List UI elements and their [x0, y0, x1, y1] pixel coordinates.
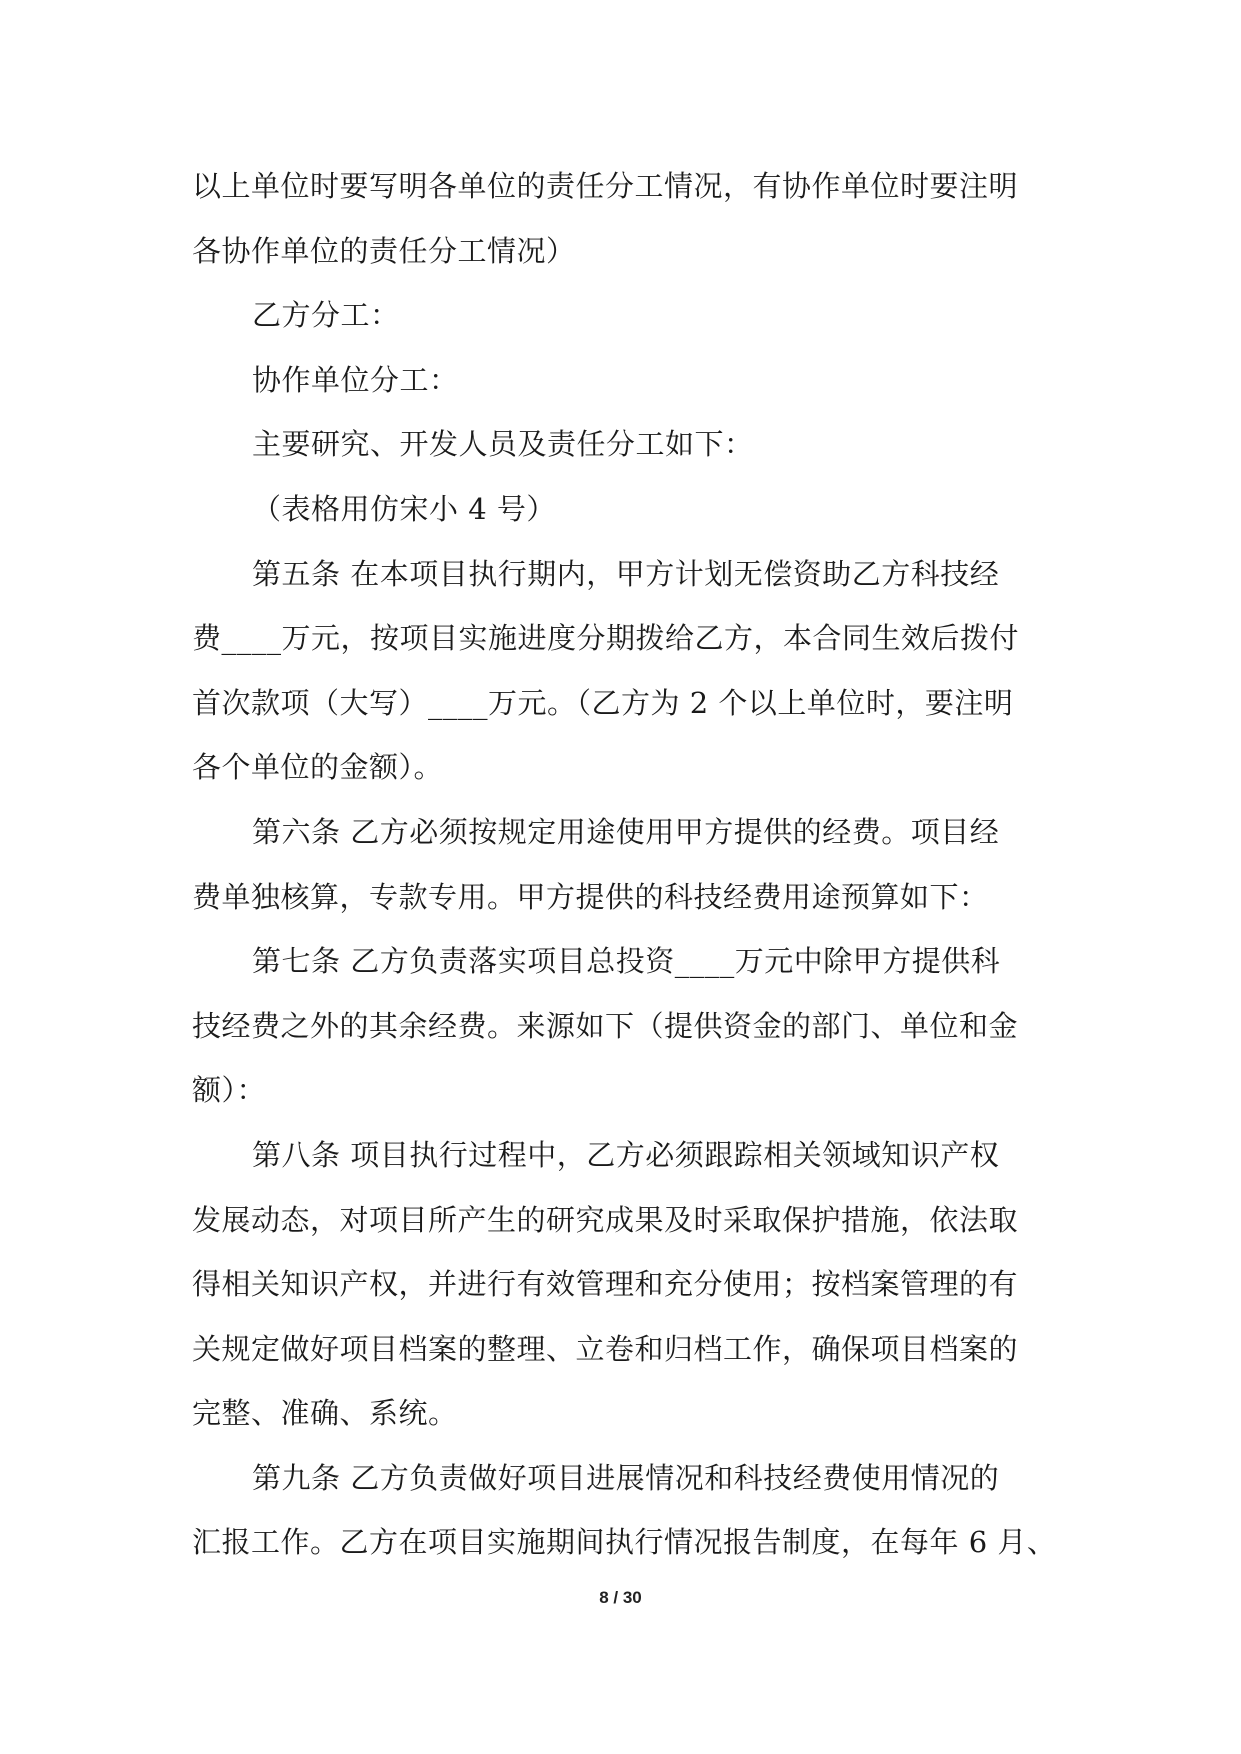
document-body	[192, 154, 1057, 1575]
text-line: 额）：	[192, 1073, 267, 1108]
text-line: 首次款项（大写）____万元。（乙方为 2 个以上单位时，要注明	[192, 685, 1014, 720]
text-line: 协作单位分工：	[252, 362, 459, 397]
text-line: 关规定做好项目档案的整理、立卷和归档工作，确保项目档案的	[192, 1331, 1019, 1366]
text-line: 主要研究、开发人员及责任分工如下：	[252, 427, 754, 462]
text-line: 以上单位时要写明各单位的责任分工情况，有协作单位时要注明	[192, 169, 1019, 203]
page-number: 8 / 30	[599, 1588, 642, 1607]
text-line: 技经费之外的其余经费。来源如下（提供资金的部门、单位和金	[192, 1008, 1019, 1043]
text-line: 发展动态，对项目所产生的研究成果及时采取保护措施，依法取	[192, 1202, 1019, 1237]
text-line: （表格用仿宋小 4 号）	[252, 491, 556, 526]
text-line: 第六条 乙方必须按规定用途使用甲方提供的经费。项目经	[252, 814, 1000, 849]
text-line: 得相关知识产权，并进行有效管理和充分使用；按档案管理的有	[192, 1267, 1019, 1302]
text-line: 完整、准确、系统。	[192, 1396, 458, 1431]
text-line: 第七条 乙方负责落实项目总投资____万元中除甲方提供科	[252, 944, 1001, 979]
text-line: 乙方分工：	[252, 298, 400, 333]
text-line: 第九条 乙方负责做好项目进展情况和科技经费使用情况的	[252, 1460, 1000, 1495]
text-line: 费____万元，按项目实施进度分期拨给乙方，本合同生效后拨付	[192, 621, 1020, 656]
text-line: 各个单位的金额）。	[192, 750, 444, 785]
text-line: 费单独核算，专款专用。甲方提供的科技经费用途预算如下：	[192, 879, 989, 914]
text-line: 第五条 在本项目执行期内，甲方计划无偿资助乙方科技经	[252, 556, 1000, 591]
text-line: 汇报工作。乙方在项目实施期间执行情况报告制度，在每年 6 月、	[192, 1525, 1057, 1560]
text-line: 第八条 项目执行过程中，乙方必须跟踪相关领域知识产权	[252, 1137, 1000, 1172]
text-line: 各协作单位的责任分工情况）	[192, 233, 576, 268]
